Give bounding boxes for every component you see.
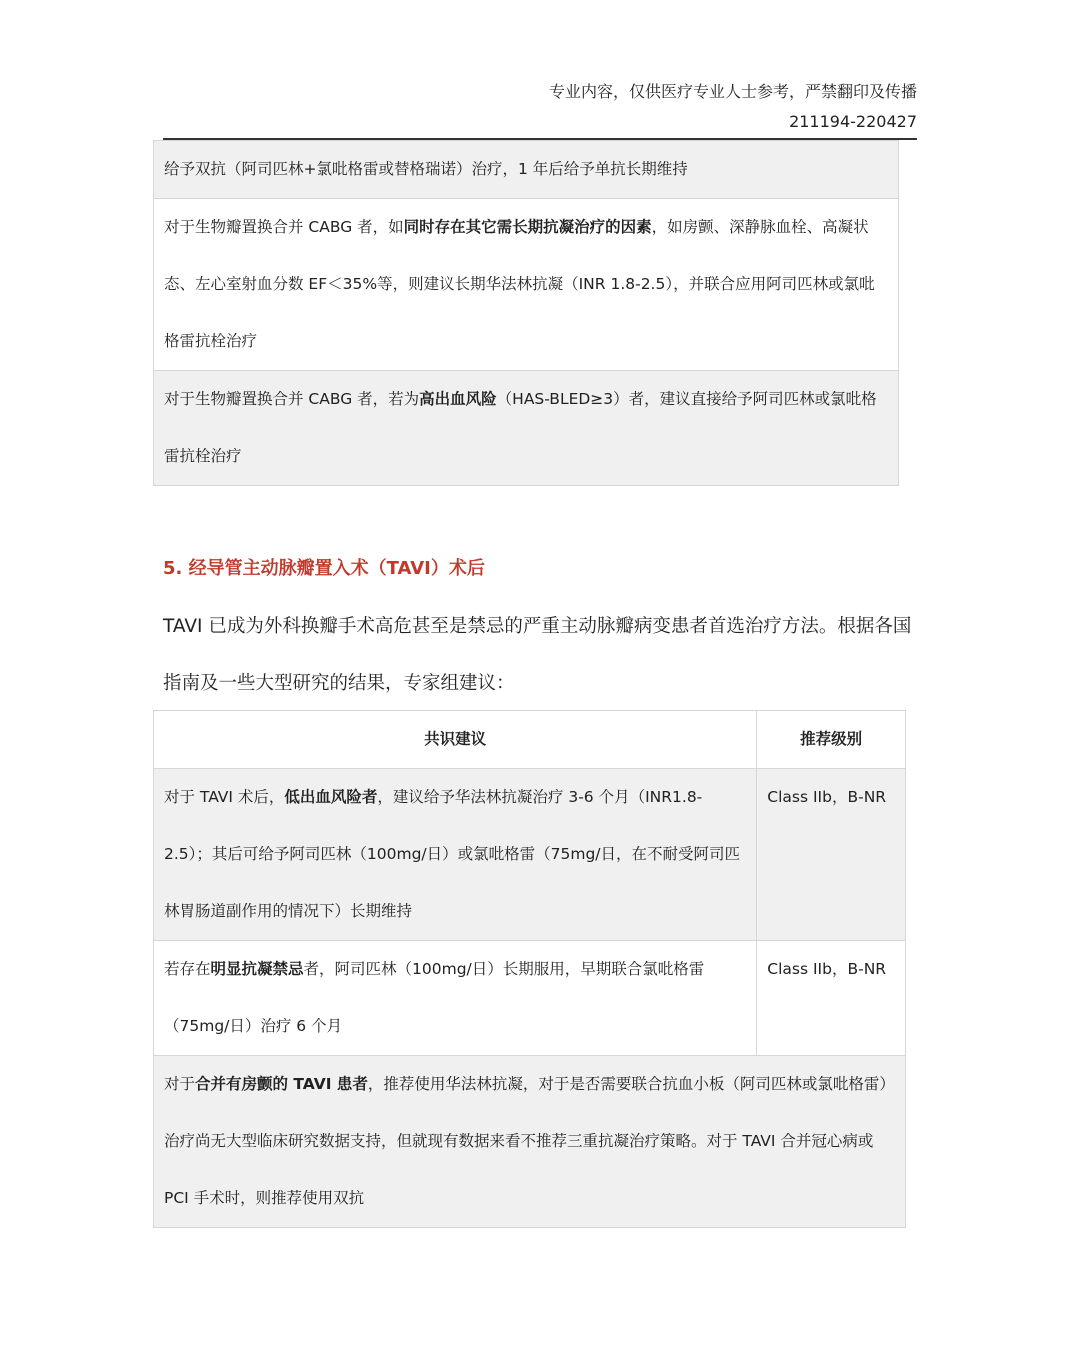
table2-row2-grade: Class IIb，B-NR xyxy=(757,941,906,1056)
bioprosthetic-cabg-table xyxy=(153,140,899,486)
table1-row3: 对于生物瓣置换合并 CABG 者，若为高出血风险（HAS-BLED≥3）者，建议直接给予阿司匹林或氯吡格雷抗栓治疗 xyxy=(154,371,899,486)
table2-row2-text: 若存在明显抗凝禁忌者，阿司匹林（100mg/日）长期服用，早期联合氯吡格雷（75mg/日）治疗 6 个月 xyxy=(154,941,757,1056)
header-notice: 专业内容，仅供医疗专业人士参考，严禁翻印及传播 xyxy=(548,82,917,101)
page-header xyxy=(163,78,917,136)
section-title: 5. 经导管主动脉瓣置入术（TAVI）术后 xyxy=(163,558,485,579)
tavi-consensus-table xyxy=(153,710,906,1228)
table1-row2: 对于生物瓣置换合并 CABG 者，如同时存在其它需长期抗凝治疗的因素，如房颤、深静脉血栓、高凝状态、左心室射血分数 EF＜35%等，则建议长期华法林抗凝（INR 1.8-2.5），并联合应用阿司匹林或氯吡格雷抗栓治疗 xyxy=(154,199,899,371)
table2-row3-text: 对于合并有房颤的 TAVI 患者，推荐使用华法林抗凝，对于是否需要联合抗血小板（阿司匹林或氯吡格雷）治疗尚无大型临床研究数据支持，但就现有数据来看不推荐三重抗凝治疗策略。对于 TAVI 合并冠心病或 PCI 手术时，则推荐使用双抗 xyxy=(154,1056,906,1228)
table2-row1-text: 对于 TAVI 术后，低出血风险者，建议给予华法林抗凝治疗 3-6 个月（INR1.8-2.5）；其后可给予阿司匹林（100mg/日）或氯吡格雷（75mg/日，在不耐受阿司匹林胃肠道副作用的情况下）长期维持 xyxy=(154,769,757,941)
table1-row1: 给予双抗（阿司匹林+氯吡格雷或替格瑞诺）治疗，1 年后给予单抗长期维持 xyxy=(154,141,899,199)
header-code: 211194-220427 xyxy=(789,112,917,131)
table2-row1-grade: Class IIb，B-NR xyxy=(757,769,906,941)
section-paragraph: TAVI 已成为外科换瓣手术高危甚至是禁忌的严重主动脉瓣病变患者首选治疗方法。根据各国指南及一些大型研究的结果，专家组建议： xyxy=(163,616,912,694)
header-consensus: 共识建议 xyxy=(154,711,757,769)
header-grade: 推荐级别 xyxy=(757,711,906,769)
